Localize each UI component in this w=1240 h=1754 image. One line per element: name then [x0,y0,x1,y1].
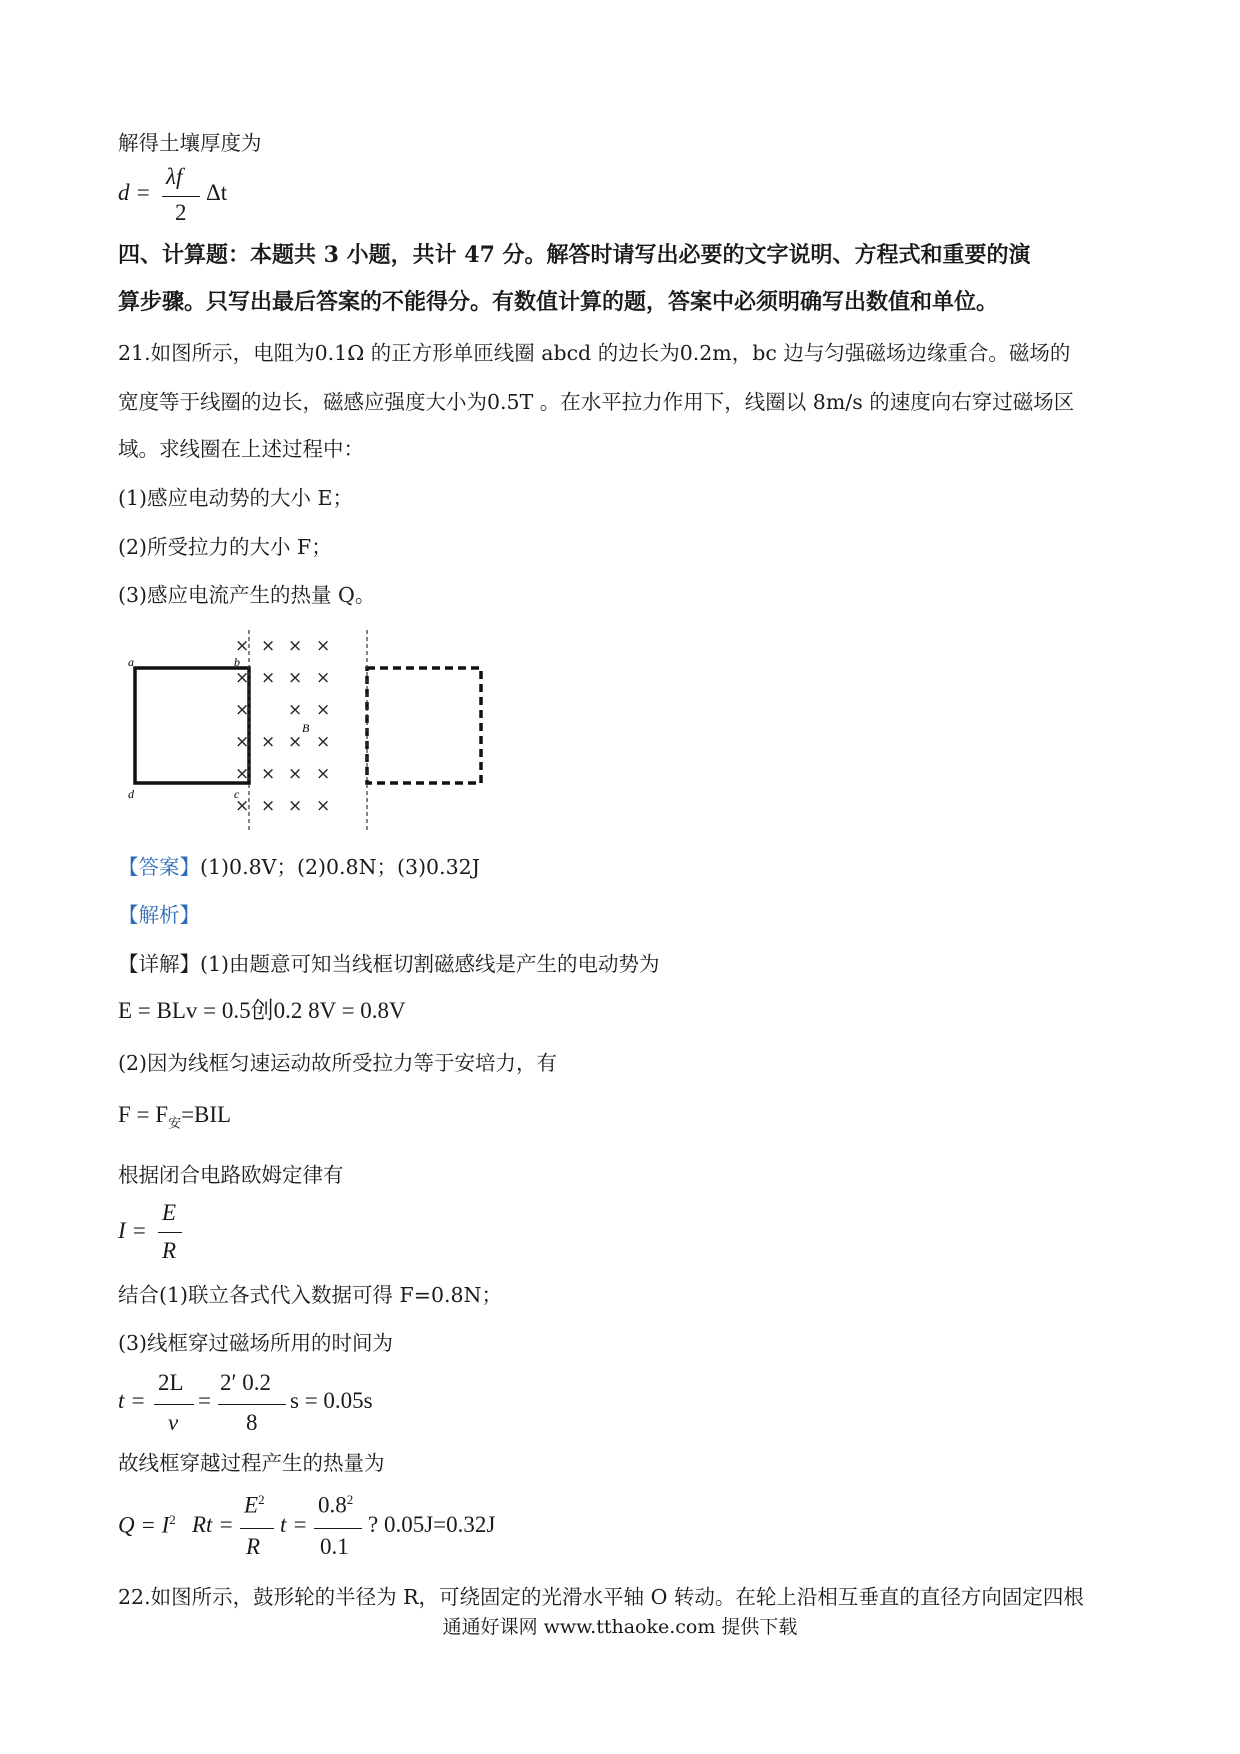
field-cross-mark: × [235,764,250,784]
eq-d-numerator: λf [166,164,183,189]
section-heading-line1: 四、计算题：本题共 3 小题，共计 47 分。解答时请写出必要的文字说明、方程式和重要的演 [118,242,1031,268]
q21-subq2: (2)所受拉力的大小 F； [118,535,332,559]
eq-t-num1: 2L [158,1370,184,1395]
q22-line1: 22.如图所示，鼓形轮的半径为 R，可绕固定的光滑水平轴 O 转动。在轮上沿相互垂直的直径方向固定四根 [118,1585,1084,1609]
label-a: a [128,655,134,669]
label-B: B [302,721,310,735]
field-cross-mark: × [235,700,250,720]
equation-t [118,1370,538,1442]
eq-I-fraction-bar [158,1232,182,1233]
q21-subq1: (1)感应电动势的大小 E； [118,486,354,510]
para-3: 根据闭合电路欧姆定律有 [118,1163,344,1187]
para-2: (2)因为线框匀速运动故所受拉力等于安培力，有 [118,1051,558,1075]
field-cross-mark: × [316,796,331,816]
field-cross-mark: × [261,732,276,752]
eq-F-right: =BIL [181,1102,232,1127]
field-cross-mark: × [288,796,303,816]
analysis-tag: 【解析】 [118,903,200,927]
field-cross-mark: × [316,700,331,720]
page-footer: 通通好课网 www.tthaoke.com 提供下载 [442,1616,798,1638]
field-cross-mark: × [288,636,303,656]
eq-Q-num1: $E^2$ [244,1492,265,1518]
eq-Q-den2: 0.1 [320,1534,349,1559]
eq-t-tail: s = 0.05s [290,1388,373,1413]
field-cross-mark: × [261,764,276,784]
eq-t-den1: v [168,1410,179,1435]
field-cross-mark: × [288,668,303,688]
eq-d-fraction-bar [162,196,200,197]
coil-solid [135,668,249,783]
detail-tag: 【详解】 [118,952,200,976]
q21-line3: 域。求线圈在上述过程中： [118,437,364,461]
field-cross-mark: × [235,796,250,816]
answer-text: (1)0.8V；(2)0.8N；(3)0.32J [200,855,480,879]
equation-E: E = BLv = 0.5创0.2 8V = 0.8V [118,998,406,1023]
field-cross-mark: × [261,636,276,656]
answer-tag: 【答案】 [118,855,200,879]
eq-Q-t: t = [280,1512,308,1537]
q21-subq3: (3)感应电流产生的热量 Q。 [118,583,376,607]
eq-Q-mid: Rt = [192,1512,234,1537]
eq-Q-tail: ? 0.05J=0.32J [368,1512,496,1537]
field-cross-mark: × [316,636,331,656]
detail-text: (1)由题意可知当线框切割磁感线是产生的电动势为 [200,952,660,976]
eq-t-eq: = [198,1388,211,1413]
field-cross-mark: × [261,796,276,816]
label-c: c [234,787,240,801]
eq-F-left: F = F [118,1102,169,1127]
eq-Q-lhs: $Q = I^2$ [118,1512,176,1538]
field-cross-mark: × [288,732,303,752]
eq-Q-bar1 [240,1528,274,1529]
equation-I [118,1200,238,1270]
field-cross-mark: × [316,764,331,784]
detail-line [118,949,660,979]
para-4: 结合(1)联立各式代入数据可得 F=0.8N； [118,1283,502,1307]
text-line-soil: 解得土壤厚度为 [118,131,262,155]
para-5: (3)线框穿过磁场所用的时间为 [118,1331,394,1355]
label-d: d [128,787,134,801]
eq-t-num2: 2′ 0.2 [220,1370,272,1395]
field-cross-mark: × [261,668,276,688]
answer-line [118,852,480,882]
field-cross-mark: × [235,636,250,656]
eq-Q-den1: R [246,1534,261,1559]
eq-d-tail: Δt [206,180,228,205]
eq-I-numerator: E [162,1200,177,1225]
field-cross-mark: × [316,668,331,688]
label-b: b [234,655,240,669]
q21-line2: 宽度等于线圈的边长，磁感应强度大小为0.5T 。在水平拉力作用下，线圈以 8m/s 的速度向右穿过磁场区 [118,390,1075,414]
coil-dashed [367,668,481,783]
para-6: 故线框穿越过程产生的热量为 [118,1451,385,1475]
eq-d-lhs: d = [118,180,151,205]
field-cross-mark: × [316,732,331,752]
eq-t-bar1 [154,1404,194,1405]
q21-line1: 21.如图所示，电阻为0.1Ω 的正方形单匝线圈 abcd 的边长为0.2m，bc 边与匀强磁场边缘重合。磁场的 [118,341,1071,365]
eq-t-den2: 8 [246,1410,258,1435]
equation-F [118,1100,231,1140]
magnetic-field-figure [120,628,500,834]
eq-t-lhs: t = [118,1388,146,1413]
field-cross-mark: × [288,764,303,784]
eq-I-lhs: I = [118,1218,147,1243]
eq-I-denominator: R [162,1238,177,1263]
field-cross-mark: × [288,700,303,720]
field-cross-mark: × [235,668,250,688]
equation-d [118,162,318,232]
eq-Q-bar2 [314,1528,362,1529]
eq-t-bar2 [218,1404,286,1405]
field-cross-mark: × [235,732,250,752]
equation-Q [118,1490,638,1570]
section-heading-line2: 算步骤。只写出最后答案的不能得分。有数值计算的题，答案中必须明确写出数值和单位。 [118,289,999,315]
eq-d-denominator: 2 [175,200,187,225]
eq-F-sub: 安 [168,1116,182,1132]
eq-Q-num2: $0.8^2$ [318,1492,354,1518]
